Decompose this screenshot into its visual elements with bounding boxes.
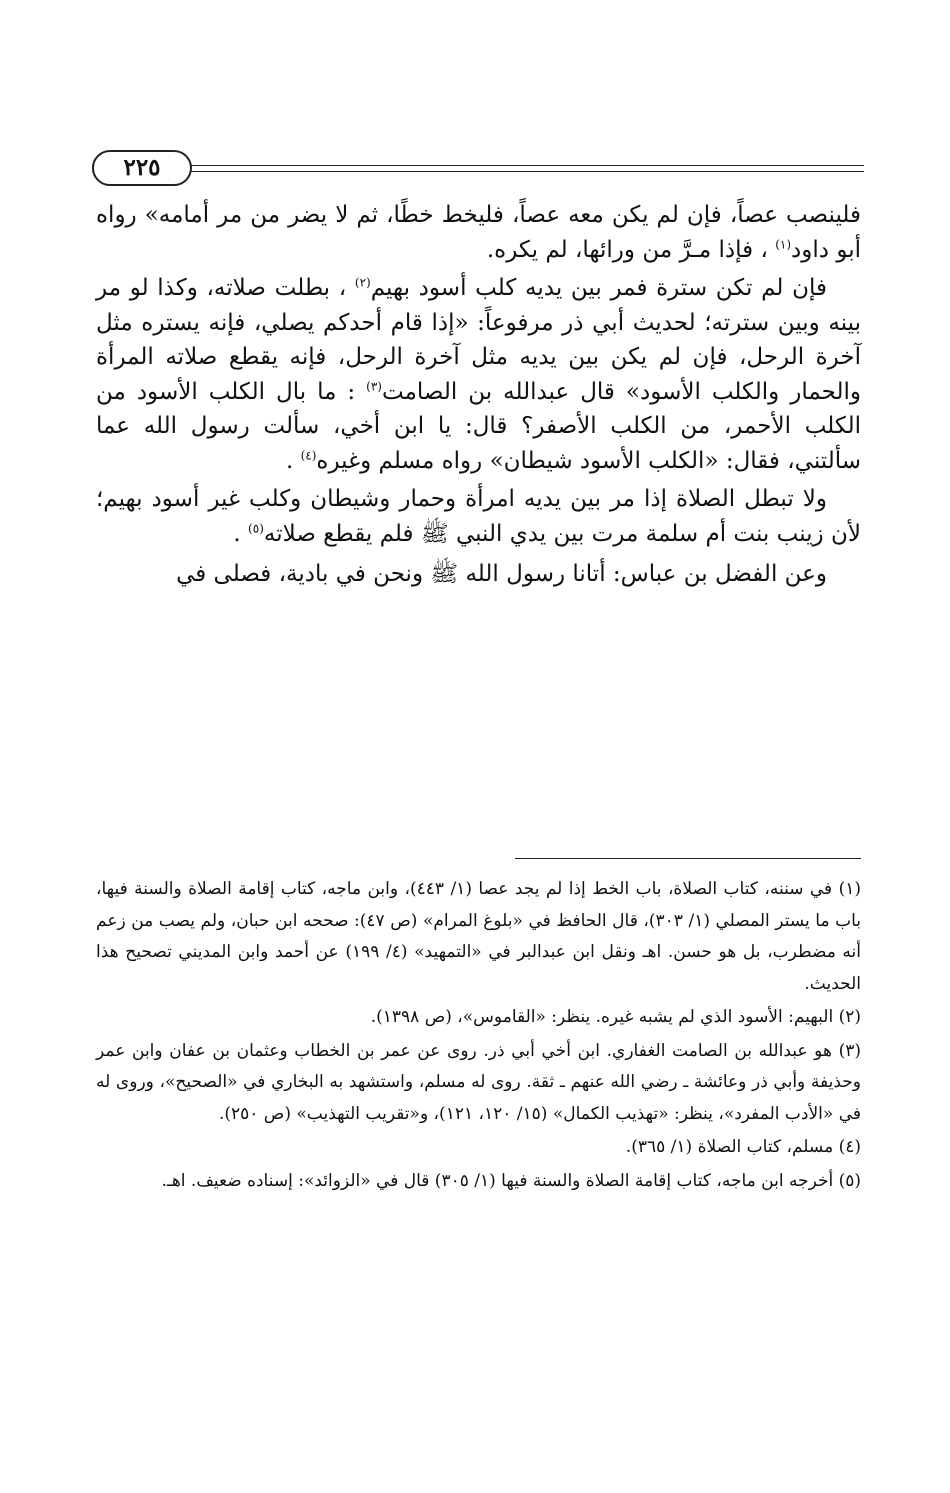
paragraph-text-tail: .: [233, 520, 249, 547]
paragraph-text: ، بطلت صلاته، وكذا لو مر بينه وبين سترته؛ لحديث أبي ذر مرفوعاً: «إذا قام أحدكم يصلي، فإنه يستره مثل آخرة الرحل، فإن لم يكن بين يديه مثل آخرة الرحل، فإنه يقطع صلاته المرأة والحمار والكلب الأسود» قال عبدالله بن الصامت: [96, 275, 862, 405]
main-text: [96, 198, 861, 592]
footnote-4: (٤) مسلم، كتاب الصلاة (١/ ٣٦٥).: [625, 1137, 861, 1157]
footnote-ref-2: (٢): [354, 275, 371, 290]
footnote-ref-3: (٣): [366, 378, 382, 393]
page-number: ٢٢٥: [92, 150, 192, 186]
paragraph-text: فإن لم تكن سترة فمر بين يديه كلب أسود بهيم: [370, 275, 827, 301]
paragraph-text: فلينصب عصاً، فإن لم يكن معه عصاً، فليخط خطًا، ثم لا يضر من مر أمامه» رواه أبو داود: [96, 202, 861, 263]
paragraph-text: ولا تبطل الصلاة إذا مر بين يديه امرأة وحمار وشيطان وكلب غير أسود بهيم؛ لأن زينب بنت أم سلمة مرت بين يدي النبي ﷺ فلم يقطع صلاته: [96, 486, 861, 547]
footnote-2: (٢) البهيم: الأسود الذي لم يشبه غيره. ينظر: «القاموس»، (ص ١٣٩٨).: [370, 1007, 861, 1027]
paragraph-2: [96, 271, 861, 478]
footnote-ref-1: (١): [775, 236, 792, 251]
paragraph-text: وعن الفضل بن عباس: أتانا رسول الله ﷺ ونحن في بادية، فصلى في: [176, 561, 827, 587]
paragraph-text-tail: .: [285, 447, 301, 474]
page-header: [92, 150, 864, 184]
footnote-1: (١) في سننه، كتاب الصلاة، باب الخط إذا لم يجد عصا (١/ ٤٤٣)، وابن ماجه، كتاب إقامة الصلاة والسنة فيها، باب ما يستر المصلي (١/ ٣٠٣)، قال الحافظ في «بلوغ المرام» (ص ٤٧): صححه ابن حبان، ولم يصب من زعم أنه مضطرب، بل هو حسن. اهـ ونقل ابن عبدالبر في «التمهيد» (٤/ ١٩٩) عن أحمد وابن المديني تصحيح هذا الحديث.: [96, 879, 862, 994]
paragraph-3: [96, 482, 861, 551]
footnote-ref-4: (٤): [300, 447, 317, 462]
paragraph-1: [96, 198, 861, 267]
footnote-separator: [515, 858, 861, 859]
footnote-ref-5: (٥): [248, 520, 264, 535]
header-rule-secondary: [92, 171, 864, 172]
footnotes: [96, 874, 861, 1199]
paragraph-text: : ما بال الكلب الأسود من الكلب الأحمر، من الكلب الأصفر؟ قال: يا ابن أخي، سألت رسول الله عما سألتني، فقال: «الكلب الأسود شيطان» رواه مسلم وغيره: [96, 378, 861, 474]
paragraph-text-tail: ، فإذا مـرَّ من ورائها، لم يكره.: [486, 236, 776, 263]
paragraph-4: [96, 557, 861, 592]
footnote-5: (٥) أخرجه ابن ماجه، كتاب إقامة الصلاة والسنة فيها (١/ ٣٠٥) قال في «الزوائد»: إسناده ضعيف. اهـ.: [161, 1170, 861, 1191]
header-rule: [92, 165, 864, 166]
footnote-3: (٣) هو عبدالله بن الصامت الغفاري. ابن أخي أبي ذر. روى عن عمر بن الخطاب وعثمان بن عفان وابن عمر وحذيفة وأبي ذر وعائشة ـ رضي الله عنهم ـ ثقة. روى له مسلم، واستشهد به البخاري في «الصحيح»، وروى له في «الأدب المفرد»، ينظر: «تهذيب الكمال» (١٥/ ١٢٠، ١٢١)، و«تقريب التهذيب» (ص ٢٥٠).: [96, 1040, 861, 1124]
